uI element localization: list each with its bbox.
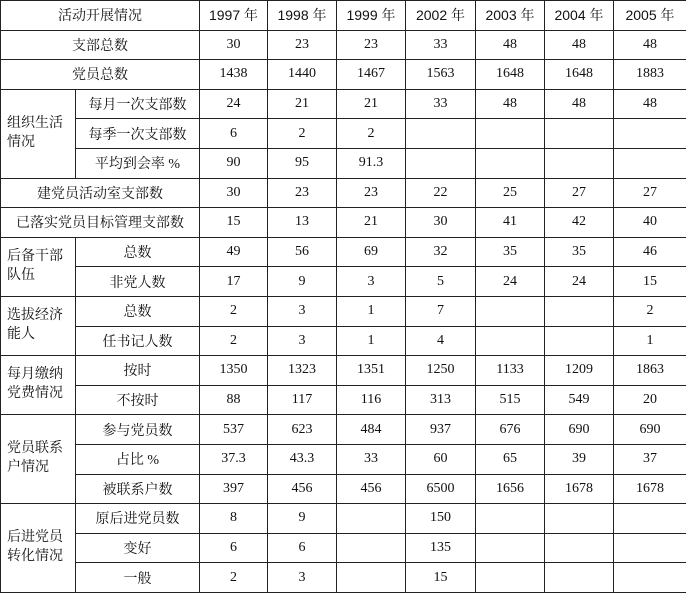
table-cell: 690 [545, 415, 614, 445]
table-cell: 88 [200, 385, 268, 415]
row-label: 平均到会率 % [76, 148, 200, 178]
table-cell: 937 [406, 415, 476, 445]
table-cell: 2 [614, 296, 686, 326]
row-label: 每月一次支部数 [76, 89, 200, 119]
row-label: 任书记人数 [76, 326, 200, 356]
table-cell: 21 [337, 89, 406, 119]
table-cell: 35 [545, 237, 614, 267]
table-row [1, 326, 686, 356]
table-cell: 33 [406, 30, 476, 60]
table-cell: 1323 [268, 356, 337, 386]
table-cell: 25 [476, 178, 545, 208]
row-label: 已落实党员目标管理支部数 [1, 208, 200, 238]
table-cell [476, 563, 545, 593]
group-label: 后进党员转化情况 [1, 504, 76, 593]
table-cell [337, 533, 406, 563]
table-row [1, 563, 686, 593]
table-cell: 2 [268, 119, 337, 149]
header-year-1998: 1998 年 [268, 1, 337, 31]
table-row [1, 60, 686, 90]
table-cell: 8 [200, 504, 268, 534]
table-cell: 484 [337, 415, 406, 445]
group-label: 后备干部队伍 [1, 237, 76, 296]
table-cell: 1350 [200, 356, 268, 386]
table-cell: 1563 [406, 60, 476, 90]
table-cell [545, 296, 614, 326]
table-cell: 46 [614, 237, 686, 267]
group-label: 选拔经济能人 [1, 296, 76, 355]
table-cell: 2 [200, 563, 268, 593]
header-year-2002: 2002 年 [406, 1, 476, 31]
table-cell: 1883 [614, 60, 686, 90]
table-cell: 48 [614, 30, 686, 60]
table-cell: 6 [200, 533, 268, 563]
table-cell: 37 [614, 444, 686, 474]
table-cell: 7 [406, 296, 476, 326]
table-cell: 1467 [337, 60, 406, 90]
row-label: 总数 [76, 237, 200, 267]
table-cell [476, 296, 545, 326]
table-cell: 313 [406, 385, 476, 415]
table-row [1, 385, 686, 415]
table-cell: 23 [337, 30, 406, 60]
table-cell: 6 [200, 119, 268, 149]
table-cell [476, 148, 545, 178]
table-cell: 27 [614, 178, 686, 208]
table-cell [614, 533, 686, 563]
table-cell: 37.3 [200, 444, 268, 474]
table-cell: 20 [614, 385, 686, 415]
table-cell: 135 [406, 533, 476, 563]
table-row [1, 148, 686, 178]
table-cell: 48 [476, 89, 545, 119]
row-label: 支部总数 [1, 30, 200, 60]
table-cell: 623 [268, 415, 337, 445]
table-cell: 95 [268, 148, 337, 178]
table-cell [614, 563, 686, 593]
table-cell: 65 [476, 444, 545, 474]
table-cell: 549 [545, 385, 614, 415]
table-row [1, 474, 686, 504]
header-year-1997: 1997 年 [200, 1, 268, 31]
table-cell: 23 [268, 30, 337, 60]
table-cell: 456 [268, 474, 337, 504]
table-cell: 41 [476, 208, 545, 238]
table-cell: 27 [545, 178, 614, 208]
row-label: 总数 [76, 296, 200, 326]
group-label: 党员联系户情况 [1, 415, 76, 504]
table-cell [614, 148, 686, 178]
table-row [1, 296, 686, 326]
group-label: 每月缴纳党费情况 [1, 356, 76, 415]
table-cell: 537 [200, 415, 268, 445]
table-row [1, 267, 686, 297]
header-year-2005: 2005 年 [614, 1, 686, 31]
table-cell [614, 504, 686, 534]
table-row [1, 119, 686, 149]
table-row [1, 89, 686, 119]
table-cell: 91.3 [337, 148, 406, 178]
row-label: 每季一次支部数 [76, 119, 200, 149]
table-row [1, 415, 686, 445]
table-cell [476, 326, 545, 356]
table-cell: 3 [268, 296, 337, 326]
table-cell: 1440 [268, 60, 337, 90]
row-label: 按时 [76, 356, 200, 386]
table-cell: 48 [476, 30, 545, 60]
table-cell: 676 [476, 415, 545, 445]
table-cell: 24 [200, 89, 268, 119]
table-row [1, 444, 686, 474]
table-cell: 2 [200, 326, 268, 356]
table-cell: 48 [614, 89, 686, 119]
row-label: 不按时 [76, 385, 200, 415]
table-cell: 40 [614, 208, 686, 238]
table-cell: 15 [614, 267, 686, 297]
table-cell: 15 [200, 208, 268, 238]
table-row [1, 237, 686, 267]
table-cell: 30 [406, 208, 476, 238]
header-year-2004: 2004 年 [545, 1, 614, 31]
table-row [1, 30, 686, 60]
table-cell [406, 148, 476, 178]
table-cell [406, 119, 476, 149]
table-cell: 39 [545, 444, 614, 474]
header-year-1999: 1999 年 [337, 1, 406, 31]
table-cell: 397 [200, 474, 268, 504]
table-cell [545, 119, 614, 149]
table-cell: 32 [406, 237, 476, 267]
table-cell: 1863 [614, 356, 686, 386]
table-cell: 24 [545, 267, 614, 297]
table-cell [337, 504, 406, 534]
table-cell: 15 [406, 563, 476, 593]
table-cell: 456 [337, 474, 406, 504]
table-cell [545, 326, 614, 356]
table-cell [476, 533, 545, 563]
table-cell: 1 [337, 296, 406, 326]
table-cell: 690 [614, 415, 686, 445]
header-activity: 活动开展情况 [1, 1, 200, 31]
row-label: 党员总数 [1, 60, 200, 90]
table-cell: 4 [406, 326, 476, 356]
table-cell: 5 [406, 267, 476, 297]
table-cell [545, 504, 614, 534]
table-cell: 116 [337, 385, 406, 415]
table-cell [614, 119, 686, 149]
table-cell: 1648 [476, 60, 545, 90]
row-label: 变好 [76, 533, 200, 563]
table-cell: 3 [268, 563, 337, 593]
group-label: 组织生活情况 [1, 89, 76, 178]
table-cell: 117 [268, 385, 337, 415]
table-cell: 35 [476, 237, 545, 267]
table-row [1, 208, 686, 238]
table-cell [476, 504, 545, 534]
row-label: 建党员活动室支部数 [1, 178, 200, 208]
table-cell: 56 [268, 237, 337, 267]
row-label: 原后进党员数 [76, 504, 200, 534]
table-cell: 2 [200, 296, 268, 326]
row-label: 非党人数 [76, 267, 200, 297]
table-cell: 6 [268, 533, 337, 563]
header-year-2003: 2003 年 [476, 1, 545, 31]
table-cell: 13 [268, 208, 337, 238]
table-cell: 150 [406, 504, 476, 534]
table-cell: 3 [268, 326, 337, 356]
table-cell: 515 [476, 385, 545, 415]
table-cell: 3 [337, 267, 406, 297]
table-cell: 23 [268, 178, 337, 208]
table-cell: 48 [545, 89, 614, 119]
table-cell: 1 [614, 326, 686, 356]
table-cell: 2 [337, 119, 406, 149]
table-cell: 60 [406, 444, 476, 474]
table-cell: 1678 [545, 474, 614, 504]
table-cell [545, 563, 614, 593]
table-cell: 24 [476, 267, 545, 297]
table-row [1, 504, 686, 534]
table-cell: 30 [200, 178, 268, 208]
table-cell: 1133 [476, 356, 545, 386]
table-cell: 1 [337, 326, 406, 356]
table-cell: 21 [337, 208, 406, 238]
table-cell: 48 [545, 30, 614, 60]
table-cell: 1678 [614, 474, 686, 504]
row-label: 一般 [76, 563, 200, 593]
table-cell: 6500 [406, 474, 476, 504]
table-cell: 9 [268, 267, 337, 297]
table-cell: 49 [200, 237, 268, 267]
table-cell: 1209 [545, 356, 614, 386]
table-cell: 33 [337, 444, 406, 474]
table-cell [545, 148, 614, 178]
table-cell: 69 [337, 237, 406, 267]
table-cell: 21 [268, 89, 337, 119]
table-cell: 30 [200, 30, 268, 60]
table-cell [337, 563, 406, 593]
table-cell [476, 119, 545, 149]
table-cell: 90 [200, 148, 268, 178]
row-label: 占比 % [76, 444, 200, 474]
table-cell: 22 [406, 178, 476, 208]
table-cell: 1351 [337, 356, 406, 386]
table-cell: 17 [200, 267, 268, 297]
header-row [1, 1, 686, 31]
row-label: 参与党员数 [76, 415, 200, 445]
table-cell [545, 533, 614, 563]
table-cell: 1656 [476, 474, 545, 504]
table-cell: 9 [268, 504, 337, 534]
table-cell: 1438 [200, 60, 268, 90]
table-row [1, 356, 686, 386]
table-cell: 42 [545, 208, 614, 238]
table-cell: 23 [337, 178, 406, 208]
table-cell: 43.3 [268, 444, 337, 474]
row-label: 被联系户数 [76, 474, 200, 504]
table-row [1, 533, 686, 563]
table-cell: 1648 [545, 60, 614, 90]
table-row [1, 178, 686, 208]
table-cell: 1250 [406, 356, 476, 386]
table-cell: 33 [406, 89, 476, 119]
